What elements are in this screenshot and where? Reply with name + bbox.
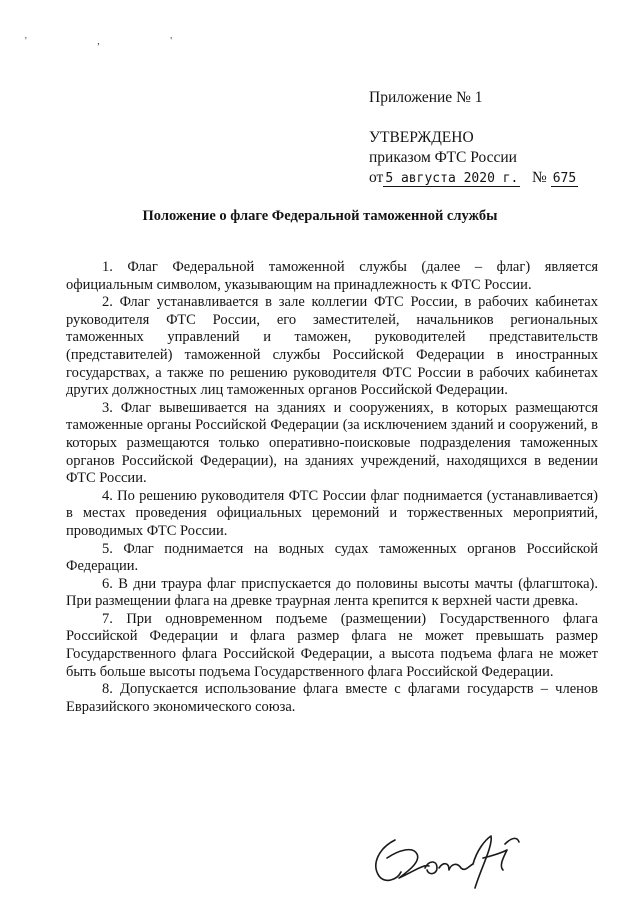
handwritten-signature <box>365 828 525 894</box>
approved-label: УТВЕРЖДЕНО <box>369 129 474 146</box>
paragraph-4: 4. По решению руководителя ФТС России флаг поднимается (устанавливается) в местах проведения официальных церемоний и торжественных мероприятий, проводимых ФТС России. <box>66 487 598 539</box>
paragraph-6: 6. В дни траура флаг приспускается до половины высоты мачты (флагштока). При размещении флага на древке траурная лента крепится к верхней части древка. <box>66 575 598 610</box>
date-prefix: от <box>369 169 384 186</box>
order-by-label: приказом ФТС России <box>369 149 517 166</box>
paragraph-1: 1. Флаг Федеральной таможенной службы (далее – флаг) является официальным символом, указывающим на принадлежность к ФТС России. <box>66 259 598 293</box>
document-title: Положение о флаге Федеральной таможенной службы <box>142 208 498 224</box>
order-date-line <box>369 168 619 189</box>
paragraph-3: 3. Флаг вывешивается на зданиях и сооружениях, в которых размещаются таможенные органы Российской Федерации (за исключением зданий и сооружений, в которых размещаются только оперативно-поисковые подразделения таможенных органов Российской Федерации), на зданиях учреждений, находящихся в ведении ФТС России. <box>66 399 598 487</box>
paragraph-7: 7. При одновременном подъеме (размещении) Государственного флага Российской Федерации и флага размер флага не может превышать размер Государственного флага Российской Федерации, а высота подъема флага не может быть больше высоты подъема Государственного флага Российской Федерации. <box>66 610 598 680</box>
document-body <box>66 259 598 716</box>
approval-block <box>369 88 619 189</box>
order-number: 675 <box>552 171 577 186</box>
order-date: 5 августа 2020 г. <box>385 171 519 186</box>
paragraph-8: 8. Допускается использование флага вместе с флагами государств – членов Евразийского экономического союза. <box>66 681 598 715</box>
paragraph-2: 2. Флаг устанавливается в зале коллегии ФТС России, в рабочих кабинетах руководителя ФТС России, его заместителей, начальников региональных таможенных управлений и таможен, руководителей представительств (представителей) таможенной службы Российской Федерации в иностранных государствах, а также по решению руководителя ФТС России в рабочих кабинетах других должностных лиц таможенных органов Российской Федерации. <box>66 294 598 399</box>
paragraph-5: 5. Флаг поднимается на водных судах таможенных органов Российской Федерации. <box>66 540 598 575</box>
number-prefix: № <box>532 169 547 186</box>
scan-specks: ' , ' <box>25 36 207 47</box>
appendix-label: Приложение № 1 <box>369 89 483 106</box>
